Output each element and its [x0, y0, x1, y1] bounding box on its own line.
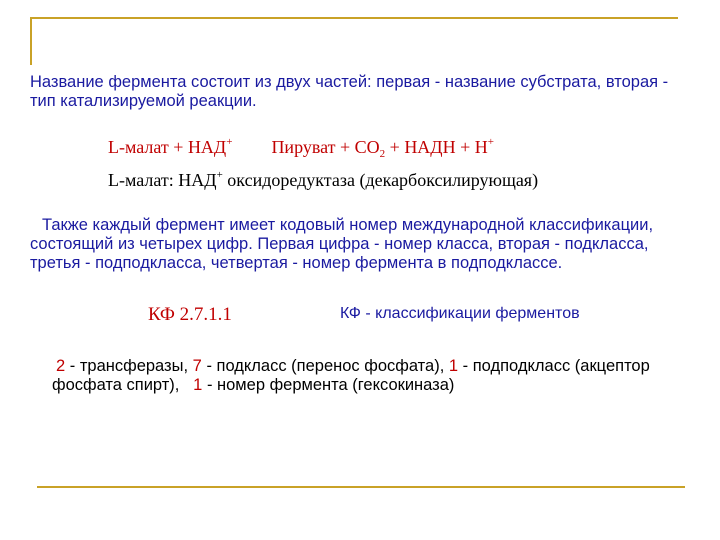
sub-subclass-description-cont: фосфата спирт), — [52, 376, 180, 394]
cofactor-charge: + — [226, 136, 233, 148]
plus-sign: + — [339, 137, 351, 157]
enzyme-description: - номер фермента (гексокиназа) — [206, 376, 455, 394]
left-decorative-rule — [30, 17, 32, 65]
reaction-product-4: Н — [474, 137, 488, 157]
intro-line-1: Название фермента состоит из двух частей: первая - название субстрата, вторая - — [30, 73, 669, 91]
reaction-equation — [108, 137, 494, 158]
sub-subclass-description: - подподкласс (акцептор — [462, 357, 650, 375]
ec-number: КФ 2.7.1.1 — [148, 304, 232, 325]
ec-abbreviation-meaning: КФ - классификации ферментов — [340, 305, 580, 322]
plus-sign: + — [389, 137, 400, 157]
reaction-substrate: L-малат — [108, 137, 169, 157]
intro-line-2: тип катализируемой реакции. — [30, 92, 257, 110]
classification-line-3: третья - подподкласса, четвертая - номер фермента в подподклассе. — [30, 254, 563, 272]
reaction-product-1: Пируват — [271, 137, 336, 157]
systematic-enzyme-name — [108, 170, 538, 191]
enzyme-name-prefix: L-малат: НАД — [108, 170, 217, 190]
ec-number-decoding — [52, 357, 692, 395]
enzyme-name-charge: + — [216, 169, 223, 181]
product-2-subscript: 2 — [379, 148, 386, 160]
enzyme-name-suffix: оксидоредуктаза (декарбоксилирующая) — [227, 170, 539, 190]
product-4-charge: + — [487, 136, 494, 148]
classification-line-1: Также каждый фермент имеет кодовый номер международной классификации, — [42, 216, 654, 234]
sub-subclass-digit: 1 — [448, 357, 459, 375]
class-description: - трансферазы, — [69, 357, 189, 375]
enzyme-digit: 1 — [193, 376, 203, 394]
top-decorative-rule — [30, 17, 678, 19]
classification-paragraph — [30, 216, 690, 273]
bottom-decorative-rule — [37, 486, 685, 488]
decoding-line-2 — [52, 376, 692, 395]
reaction-product-2: СО — [354, 137, 380, 157]
decoding-line-1 — [52, 357, 692, 376]
class-digit: 2 — [56, 357, 66, 375]
subclass-description: - подкласс (перенос фосфата), — [206, 357, 445, 375]
reaction-cofactor: НАД — [187, 137, 227, 157]
plus-sign: + — [460, 137, 471, 157]
classification-line-2: состоящий из четырех цифр. Первая цифра - номер класса, вторая - подкласса, — [30, 235, 649, 253]
reaction-product-3: НАДН — [404, 137, 456, 157]
subclass-digit: 7 — [192, 357, 202, 375]
intro-paragraph — [30, 73, 690, 111]
plus-sign: + — [173, 137, 184, 157]
